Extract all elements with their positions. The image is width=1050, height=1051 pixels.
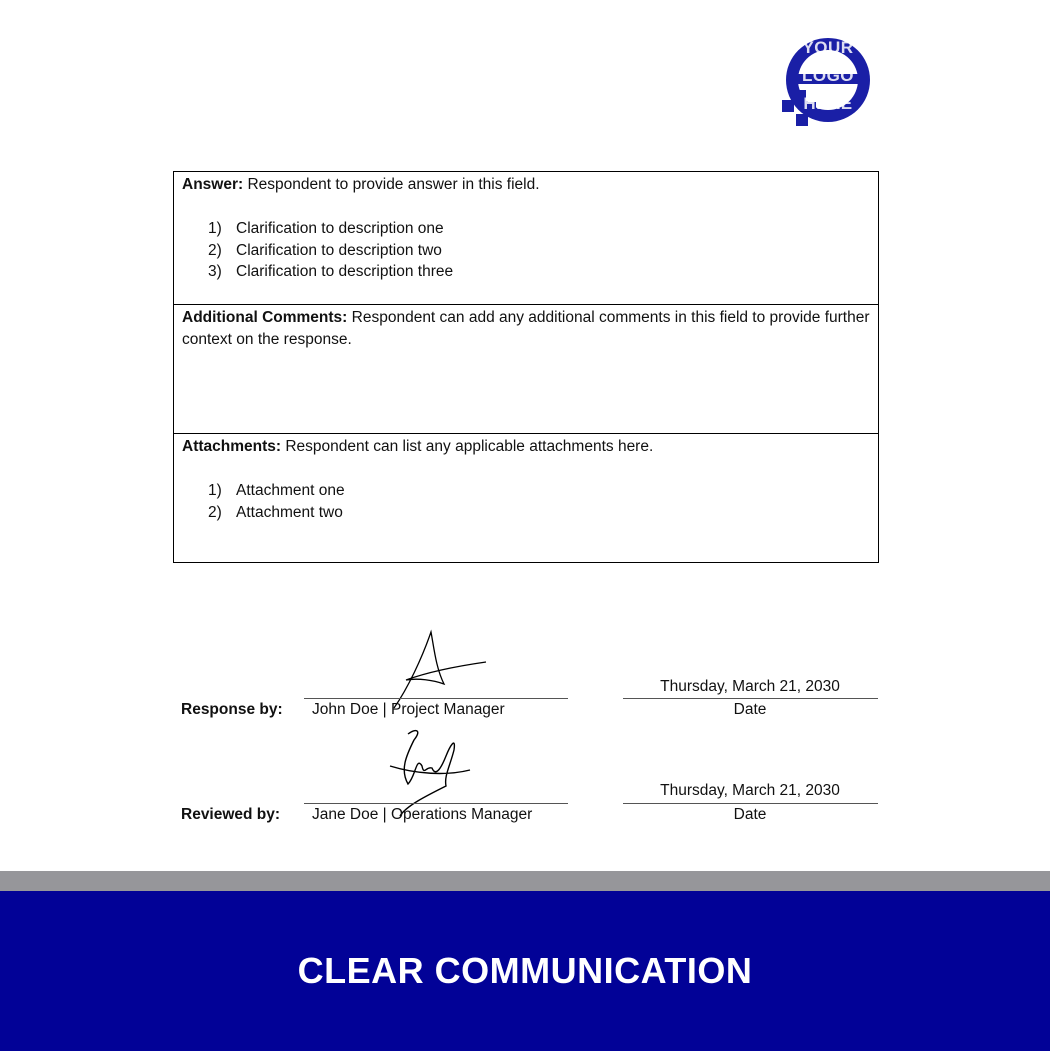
response-by-label: Response by: [181, 701, 283, 718]
review-date-line [623, 803, 878, 804]
comments-label: Additional Comments: [182, 309, 348, 326]
answer-label: Answer: [182, 176, 244, 193]
jane-signature [386, 726, 476, 818]
response-name-line [304, 698, 568, 699]
response-date-line [623, 698, 878, 699]
review-name-line [304, 803, 568, 804]
list-item: 1) Attachment one [208, 482, 345, 499]
response-name: John Doe | Project Manager [312, 701, 505, 718]
comments-section [174, 305, 878, 434]
list-item: 2) Clarification to description two [208, 241, 442, 259]
comments-text-block [182, 307, 870, 351]
attachments-section [174, 434, 878, 562]
review-date-caption: Date [733, 806, 767, 823]
attachments-text: Respondent can list any applicable attachments here. [281, 438, 654, 455]
answer-section [174, 172, 878, 305]
answer-list [182, 218, 870, 283]
comments-text: Respondent can add any additional comments in this field to provide further context on the response. [182, 309, 870, 348]
review-name: Jane Doe | Operations Manager [312, 806, 533, 823]
attachments-label: Attachments: [182, 438, 282, 455]
john-signature [388, 628, 492, 712]
response-form-table [173, 171, 879, 563]
response-date: Thursday, March 21, 2030 [660, 678, 840, 695]
answer-intro [182, 174, 870, 196]
attachments-list [182, 480, 870, 523]
answer-text: Respondent to provide answer in this field. [243, 176, 540, 193]
company-logo [778, 34, 878, 130]
list-item: 2) Attachment two [208, 503, 343, 521]
reviewed-by-label: Reviewed by: [181, 806, 281, 823]
list-item: 3) Clarification to description three [208, 263, 454, 280]
banner-title: CLEAR COMMUNICATION [297, 950, 753, 991]
response-date-caption: Date [733, 701, 767, 718]
logo-text: YOUR LOGO HERE [801, 38, 855, 113]
attachments-intro [182, 436, 870, 458]
review-date: Thursday, March 21, 2030 [660, 782, 840, 799]
gray-divider-band [0, 871, 1050, 891]
list-item: 1) Clarification to description one [208, 220, 444, 237]
